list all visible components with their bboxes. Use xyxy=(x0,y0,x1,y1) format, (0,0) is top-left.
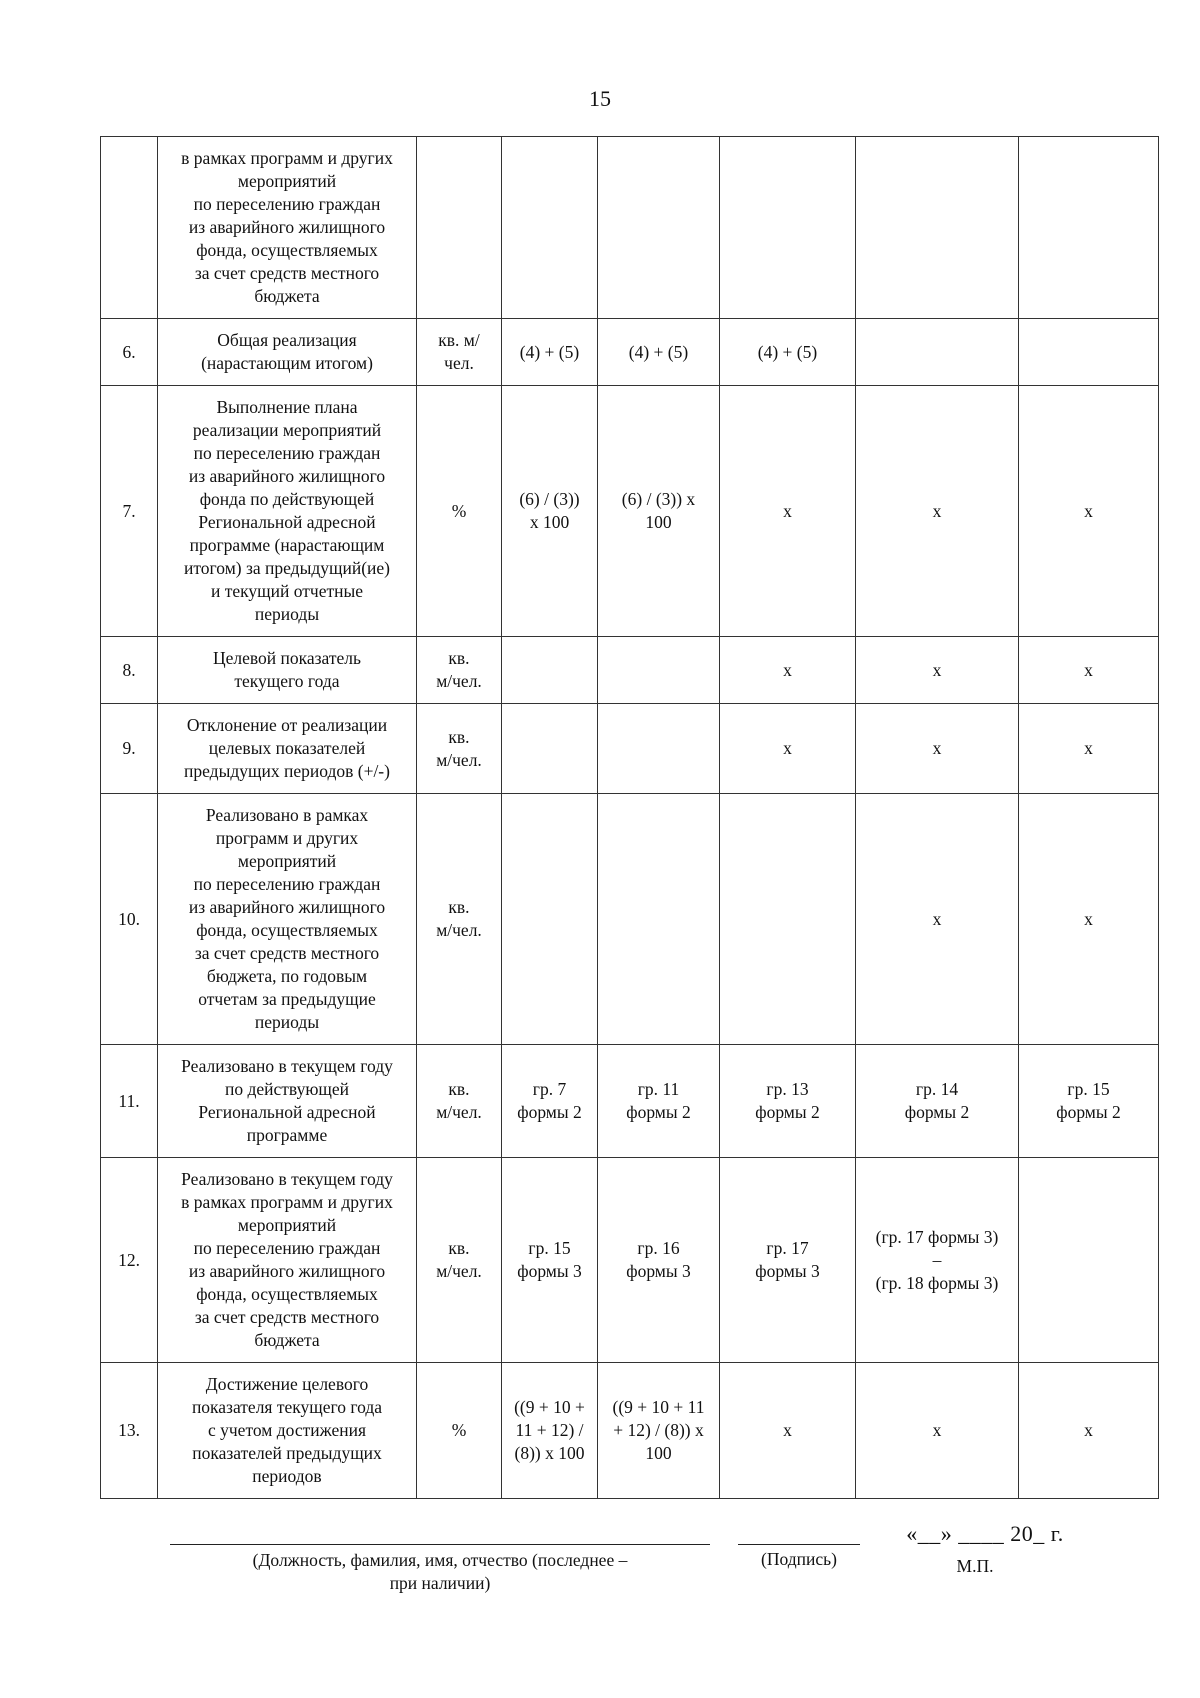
indicator-name: Реализовано в текущем году по действующей Региональной адресной программе xyxy=(158,1045,417,1158)
row-number xyxy=(101,137,158,319)
value-cell xyxy=(598,637,720,704)
signature-block xyxy=(738,1518,860,1570)
position-signature-block xyxy=(170,1518,710,1595)
value-cell xyxy=(502,704,598,794)
row-number: 10. xyxy=(101,794,158,1045)
table-row xyxy=(101,1363,1159,1499)
row-number: 9. xyxy=(101,704,158,794)
unit-cell: кв. м/чел. xyxy=(417,1158,502,1363)
table-row xyxy=(101,319,1159,386)
value-cell: х xyxy=(720,704,856,794)
indicator-name: Общая реализация (нарастающим итогом) xyxy=(158,319,417,386)
value-cell: ((9 + 10 + 11 + 12) / (8)) х 100 xyxy=(502,1363,598,1499)
page-number: 15 xyxy=(589,86,611,111)
report-table-body xyxy=(101,137,1159,1499)
value-cell: (4) + (5) xyxy=(720,319,856,386)
value-cell: х xyxy=(720,386,856,637)
unit-cell: % xyxy=(417,1363,502,1499)
stamp-label: М.П. xyxy=(956,1556,994,1576)
value-cell: гр. 15 формы 2 xyxy=(1019,1045,1159,1158)
value-cell: х xyxy=(720,1363,856,1499)
value-cell: х xyxy=(856,1363,1019,1499)
value-cell xyxy=(1019,137,1159,319)
indicator-name: в рамках программ и других мероприятий по переселению граждан из аварийного жилищного фонда, осуществляемых за счет средств местного бюджета xyxy=(158,137,417,319)
row-number: 11. xyxy=(101,1045,158,1158)
position-line xyxy=(170,1518,710,1545)
value-cell: гр. 14 формы 2 xyxy=(856,1045,1019,1158)
report-table xyxy=(100,136,1159,1499)
unit-cell xyxy=(417,137,502,319)
value-cell xyxy=(1019,319,1159,386)
position-caption: (Должность, фамилия, имя, отчество (последнее – при наличии) xyxy=(252,1550,628,1593)
unit-cell: кв. м/чел. xyxy=(417,637,502,704)
value-cell: х xyxy=(856,794,1019,1045)
value-cell xyxy=(1019,1158,1159,1363)
value-cell: гр. 16 формы 3 xyxy=(598,1158,720,1363)
value-cell xyxy=(856,319,1019,386)
value-cell xyxy=(598,704,720,794)
row-number: 13. xyxy=(101,1363,158,1499)
indicator-name: Реализовано в текущем году в рамках программ и других мероприятий по переселению граждан из аварийного жилищного фонда, осуществляемых за счет средств местного бюджета xyxy=(158,1158,417,1363)
value-cell: х xyxy=(720,637,856,704)
value-cell: (6) / (3)) х 100 xyxy=(502,386,598,637)
indicator-name: Реализовано в рамках программ и других мероприятий по переселению граждан из аварийного жилищного фонда, осуществляемых за счет средств местного бюджета, по годовым отчетам за предыдущие периоды xyxy=(158,794,417,1045)
value-cell: (4) + (5) xyxy=(502,319,598,386)
value-cell: х xyxy=(856,637,1019,704)
value-cell: (6) / (3)) х 100 xyxy=(598,386,720,637)
table-row xyxy=(101,794,1159,1045)
value-cell: х xyxy=(1019,704,1159,794)
unit-cell: кв. м/чел. xyxy=(417,794,502,1045)
table-row xyxy=(101,1045,1159,1158)
value-cell xyxy=(502,637,598,704)
value-cell xyxy=(502,794,598,1045)
value-cell xyxy=(720,794,856,1045)
value-cell: гр. 11 формы 2 xyxy=(598,1045,720,1158)
row-number: 6. xyxy=(101,319,158,386)
value-cell: х xyxy=(1019,637,1159,704)
table-row xyxy=(101,637,1159,704)
indicator-name: Выполнение плана реализации мероприятий по переселению граждан из аварийного жилищного фонда по действующей Региональной адресной программе (нарастающим итогом) за предыдущий(ие) и текущий отчетные периоды xyxy=(158,386,417,637)
value-cell: х xyxy=(856,386,1019,637)
signature-line xyxy=(738,1518,860,1545)
indicator-name: Целевой показатель текущего года xyxy=(158,637,417,704)
row-number: 12. xyxy=(101,1158,158,1363)
value-cell: гр. 13 формы 2 xyxy=(720,1045,856,1158)
row-number: 7. xyxy=(101,386,158,637)
table-row xyxy=(101,704,1159,794)
value-cell xyxy=(856,137,1019,319)
value-cell: х xyxy=(856,704,1019,794)
unit-cell: кв. м/чел. xyxy=(417,704,502,794)
row-number: 8. xyxy=(101,637,158,704)
table-row xyxy=(101,1158,1159,1363)
value-cell xyxy=(720,137,856,319)
value-cell: (гр. 17 формы 3) – (гр. 18 формы 3) xyxy=(856,1158,1019,1363)
value-cell: х xyxy=(1019,794,1159,1045)
value-cell xyxy=(598,137,720,319)
unit-cell: кв. м/ чел. xyxy=(417,319,502,386)
value-cell: гр. 15 формы 3 xyxy=(502,1158,598,1363)
value-cell xyxy=(502,137,598,319)
indicator-name: Достижение целевого показателя текущего года с учетом достижения показателей предыдущих периодов xyxy=(158,1363,417,1499)
value-cell: х xyxy=(1019,386,1159,637)
value-cell: х xyxy=(1019,1363,1159,1499)
indicator-name: Отклонение от реализации целевых показателей предыдущих периодов (+/-) xyxy=(158,704,417,794)
date-field: «__» ____ 20_ г. xyxy=(906,1521,1064,1546)
signature-caption: (Подпись) xyxy=(761,1549,837,1569)
value-cell: гр. 17 формы 3 xyxy=(720,1158,856,1363)
table-row xyxy=(101,386,1159,637)
value-cell: гр. 7 формы 2 xyxy=(502,1045,598,1158)
table-row xyxy=(101,137,1159,319)
value-cell xyxy=(598,794,720,1045)
value-cell: (4) + (5) xyxy=(598,319,720,386)
value-cell: ((9 + 10 + 11 + 12) / (8)) х 100 xyxy=(598,1363,720,1499)
unit-cell: % xyxy=(417,386,502,637)
unit-cell: кв. м/чел. xyxy=(417,1045,502,1158)
